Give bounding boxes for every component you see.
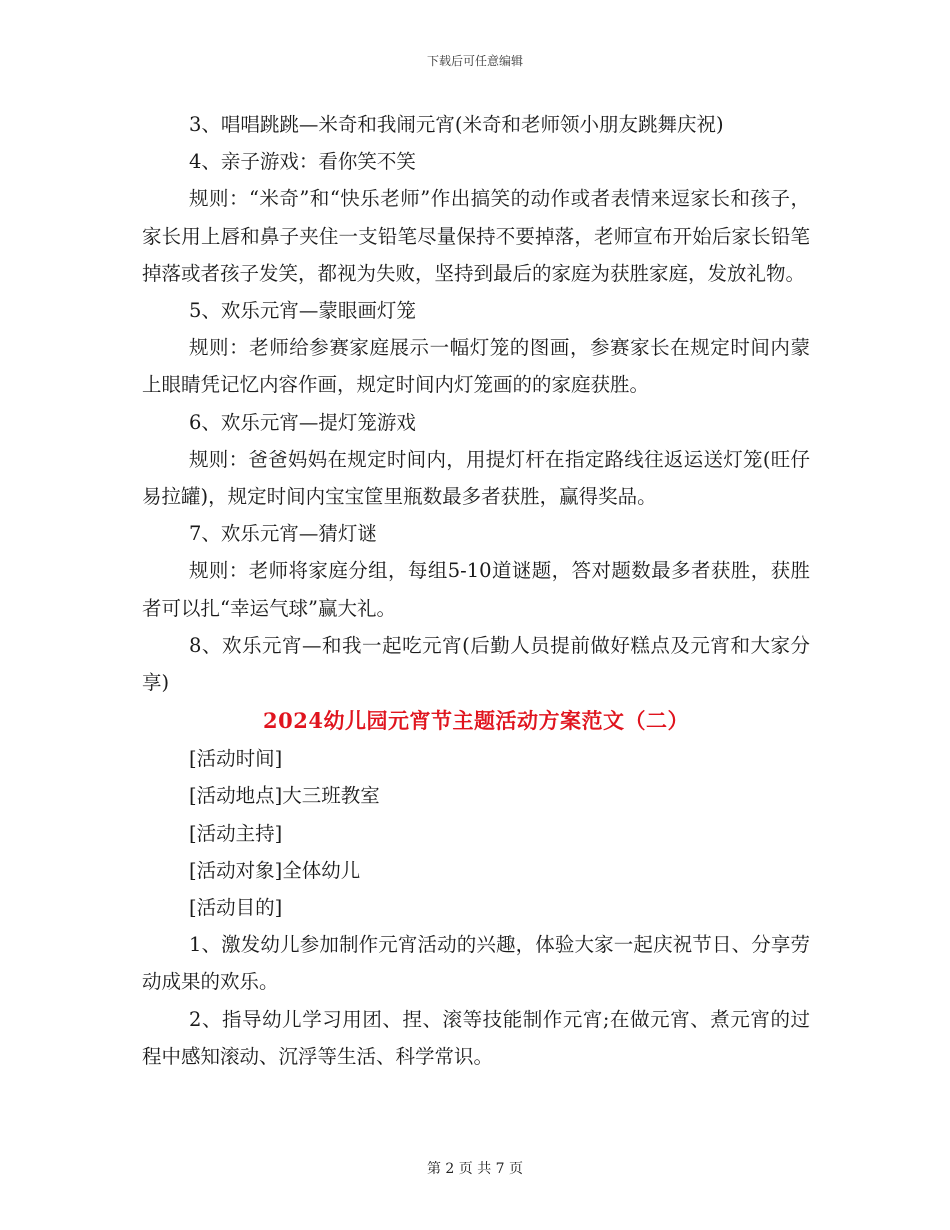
paragraph: [活动地点]大三班教室 xyxy=(189,784,380,808)
paragraph: [活动目的] xyxy=(189,896,283,920)
paragraph: 2、指导幼儿学习用团、捏、滚等技能制作元宵;在做元宵、煮元宵的过程中感知滚动、沉浮等生活、科学常识。 xyxy=(142,1007,810,1068)
paragraph: 5、欢乐元宵—蒙眼画灯笼 xyxy=(189,299,416,323)
page-footer xyxy=(0,1158,950,1178)
paragraph: 1、激发幼儿参加制作元宵活动的兴趣，体验大家一起庆祝节日、分享劳动成果的欢乐。 xyxy=(142,933,810,994)
page-header-note: 下载后可任意编辑 xyxy=(426,54,523,68)
paragraph: 6、欢乐元宵—提灯笼游戏 xyxy=(189,410,416,434)
paragraph: 8、欢乐元宵—和我一起吃元宵(后勤人员提前做好糕点及元宵和大家分享) xyxy=(142,633,810,695)
paragraph: [活动主持] xyxy=(189,821,283,845)
document-body xyxy=(142,106,810,1075)
paragraph: 规则：老师将家庭分组，每组5-10道谜题，答对题数最多者获胜，获胜者可以扎“幸运气球”赢大礼。 xyxy=(142,559,810,620)
paragraph: 3、唱唱跳跳—米奇和我闹元宵(米奇和老师领小朋友跳舞庆祝) xyxy=(189,113,724,136)
paragraph: 规则：老师给参赛家庭展示一幅灯笼的图画，参赛家长在规定时间内蒙上眼睛凭记忆内容作画，规定时间内灯笼画的的家庭获胜。 xyxy=(142,336,810,397)
page-number-label: 第 2 页 共 7 页 xyxy=(426,1161,524,1177)
paragraph: [活动时间] xyxy=(189,747,283,771)
paragraph: 规则：爸爸妈妈在规定时间内，用提灯杆在指定路线往返运送灯笼(旺仔易拉罐)，规定时间内宝宝筐里瓶数最多者获胜，赢得奖品。 xyxy=(142,447,810,509)
paragraph: [活动对象]全体幼儿 xyxy=(189,858,361,882)
paragraph: 7、欢乐元宵—猜灯谜 xyxy=(189,522,377,546)
paragraph: 4、亲子游戏：看你笑不笑 xyxy=(189,150,416,174)
section-title: 2024幼儿园元宵节主题活动方案范文（二） xyxy=(263,708,689,734)
paragraph: 规则：“米奇”和“快乐老师”作出搞笑的动作或者表情来逗家长和孩子，家长用上唇和鼻子夹住一支铅笔尽量保持不要掉落，老师宣布开始后家长铅笔掉落或者孩子发笑，都视为失败，坚持到最后的家庭为获胜家庭，发放礼物。 xyxy=(142,187,810,285)
